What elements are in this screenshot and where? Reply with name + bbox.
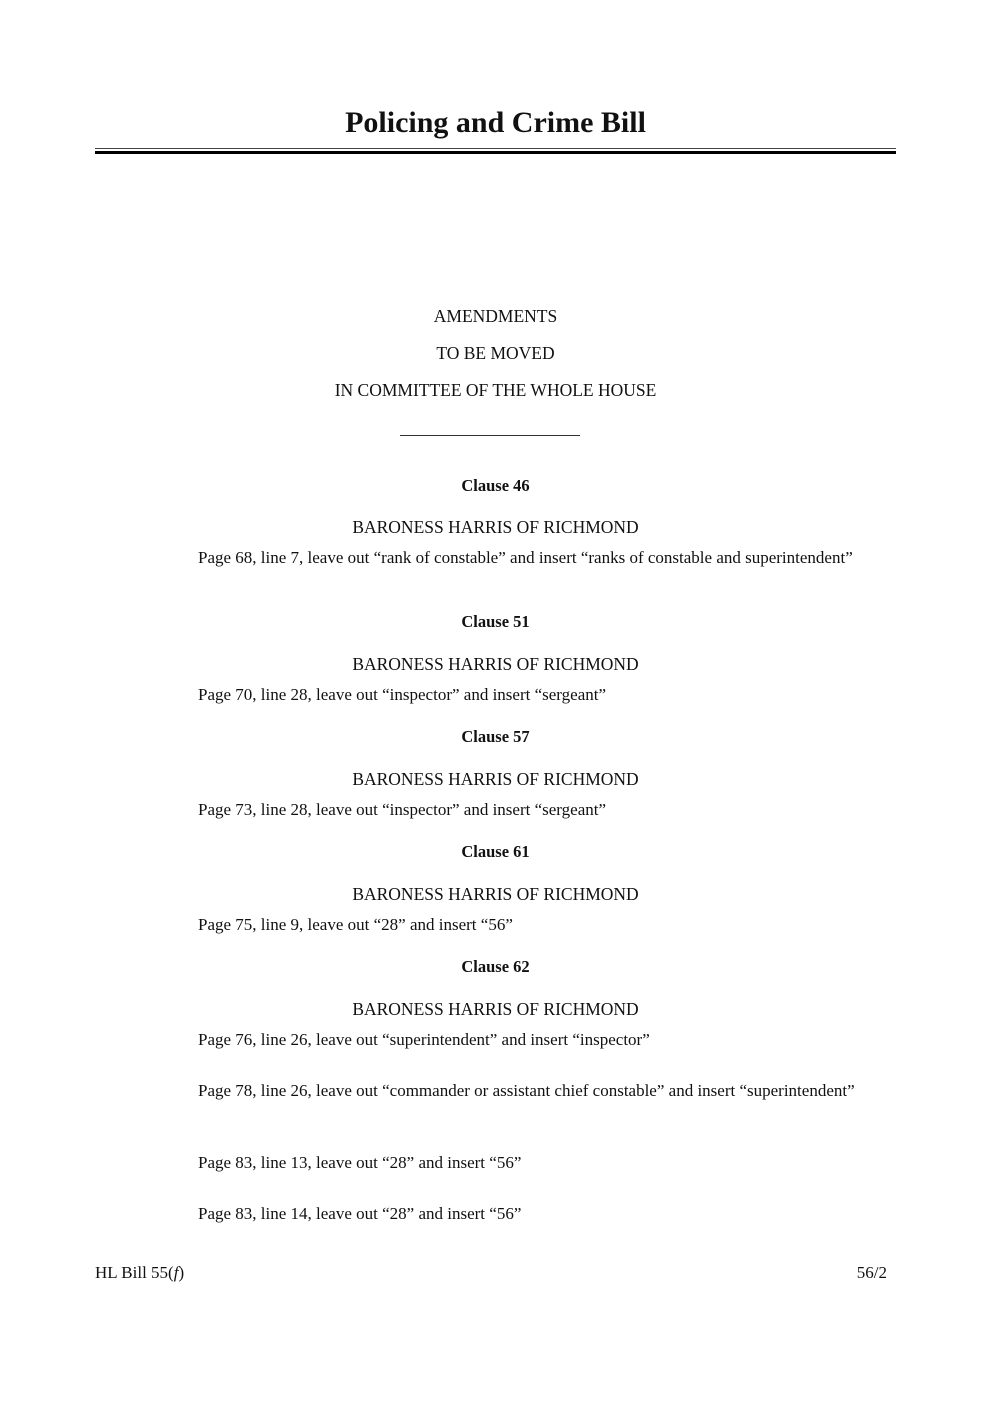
heading-divider	[400, 435, 580, 436]
amendment-text: Page 73, line 28, leave out “inspector” and insert “sergeant”	[198, 800, 607, 819]
document-title: Policing and Crime Bill	[345, 106, 646, 139]
heading-committee: IN COMMITTEE OF THE WHOLE HOUSE	[334, 380, 657, 400]
sponsor-name: BARONESS HARRIS OF RICHMOND	[352, 517, 639, 537]
clause-heading: Clause 46	[461, 476, 530, 495]
clause-heading: Clause 61	[461, 842, 530, 861]
bill-number-suffix: f	[173, 1263, 179, 1282]
title-rule-thick	[95, 151, 896, 154]
sponsor-name: BARONESS HARRIS OF RICHMOND	[352, 999, 639, 1019]
sponsor-name: BARONESS HARRIS OF RICHMOND	[352, 654, 639, 674]
bill-number-prefix: HL Bill 55(	[95, 1263, 174, 1282]
heading-amendments: AMENDMENTS	[433, 306, 558, 326]
amendment-text: Page 75, line 9, leave out “28” and insert “56”	[198, 915, 513, 934]
title-rule-thin	[95, 148, 896, 149]
amendment-text: Page 76, line 26, leave out “superintendent” and insert “inspector”	[198, 1030, 650, 1049]
page-reference: 56/2	[856, 1263, 887, 1282]
heading-to-be-moved: TO BE MOVED	[436, 343, 555, 363]
sponsor-name: BARONESS HARRIS OF RICHMOND	[352, 884, 639, 904]
amendment-text: Page 70, line 28, leave out “inspector” and insert “sergeant”	[198, 685, 607, 704]
sponsor-name: BARONESS HARRIS OF RICHMOND	[352, 769, 639, 789]
clause-heading: Clause 62	[461, 957, 530, 976]
bill-number-close: )	[178, 1263, 185, 1282]
amendment-text: Page 83, line 14, leave out “28” and insert “56”	[198, 1204, 522, 1223]
clause-heading: Clause 57	[461, 727, 530, 746]
amendment-text: Page 68, line 7, leave out “rank of constable” and insert “ranks of constable and superintendent”	[198, 548, 853, 567]
clause-heading: Clause 51	[461, 612, 530, 631]
amendment-text: Page 83, line 13, leave out “28” and insert “56”	[198, 1153, 522, 1172]
amendment-text: Page 78, line 26, leave out “commander or assistant chief constable” and insert “superintendent”	[198, 1081, 855, 1100]
bill-number	[95, 1263, 184, 1283]
